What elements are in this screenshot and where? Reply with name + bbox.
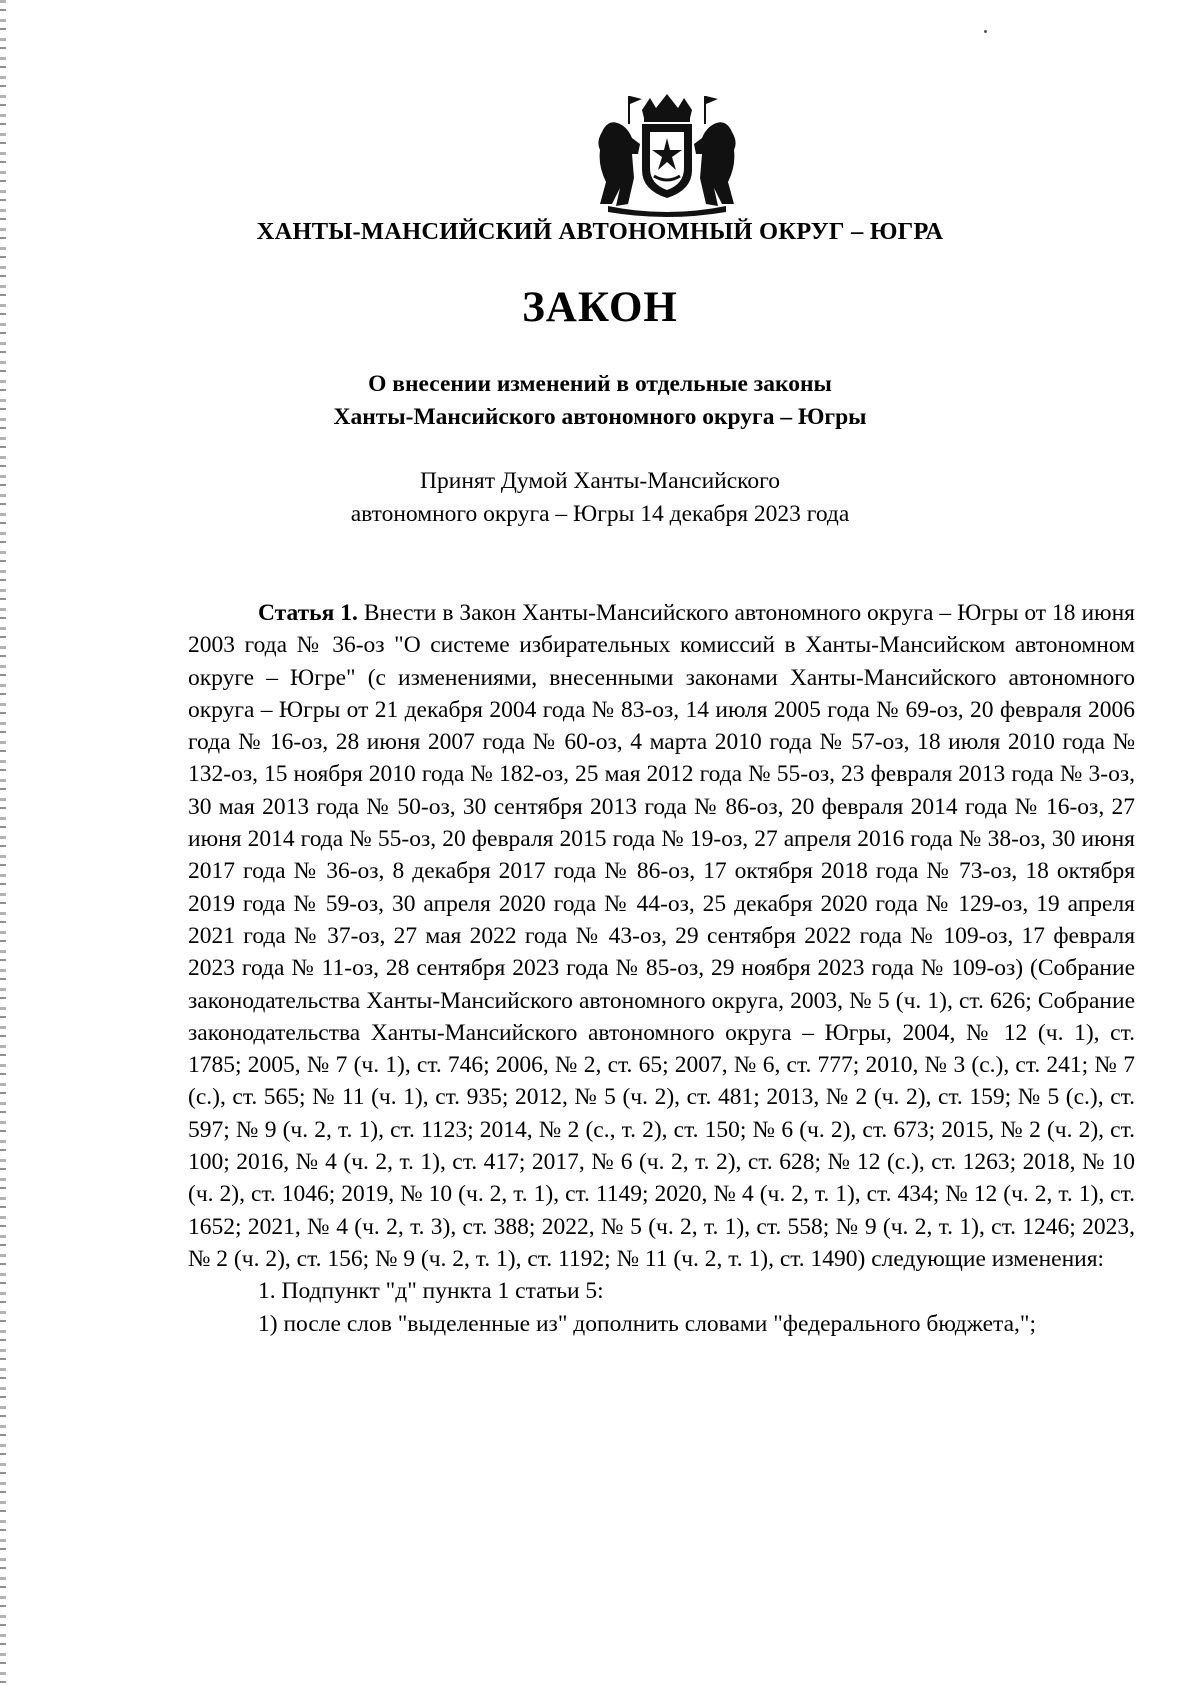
document-body: [188, 597, 1135, 1340]
scan-edge-artifact: [0, 0, 6, 1685]
article-1-label: Статья 1.: [258, 600, 358, 626]
adoption-note: [0, 465, 1200, 531]
article-1-item-1: 1. Подпункт "д" пункта 1 статьи 5:: [258, 1278, 604, 1305]
coat-of-arms-icon: [594, 92, 740, 218]
article-1-paragraph: [188, 597, 1135, 1275]
law-subtitle-line-2: Ханты-Мансийского автономного округа – Югры: [333, 404, 867, 430]
adoption-note-line-2: автономного округа – Югры 14 декабря 2023 года: [350, 501, 850, 527]
law-subtitle-line-1: О внесении изменений в отдельные законы: [368, 371, 832, 397]
article-1-text: Внести в Закон Ханты-Мансийского автономного округа – Югры от 18 июня 2003 года № 36-оз "О системе избирательных комиссий в Ханты-Мансийском автономном округе – Югре" (с изменениями, внесенными законами Ханты-Мансийского автономного округа – Югры от 21 декабря 2004 года № 83-оз, 14 июля 2005 года № 69-оз, 20 февраля 2006 года № 16-оз, 28 июня 2007 года № 60-оз, 4 марта 2010 года № 57-оз, 18 июля 2010 года № 132-оз, 15 ноября 2010 года № 182-оз, 25 мая 2012 года № 55-оз, 23 февраля 2013 года № 3-оз, 30 мая 2013 года № 50-оз, 30 сентября 2013 года № 86-оз, 20 февраля 2014 года № 16-оз, 27 июня 2014 года № 55-оз, 20 февраля 2015 года № 19-оз, 27 апреля 2016 года № 38-оз, 30 июня 2017 года № 36-оз, 8 декабря 2017 года № 86-оз, 17 октября 2018 года № 73-оз, 18 октября 2019 года № 59-оз, 30 апреля 2020 года № 44-оз, 25 декабря 2020 года № 129-оз, 19 апреля 2021 года № 37-оз, 27 мая 2022 года № 43-оз, 29 сентября 2022 года № 109-оз, 17 февраля 2023 года № 11-оз, 28 сентября 2023 года № 85-оз, 29 ноября 2023 года № 109-оз) (Собрание законодательства Ханты-Мансийского автономного округа, 2003, № 5 (ч. 1), ст. 626; Собрание законодательства Ханты-Мансийского автономного округа – Югры, 2004, № 12 (ч. 1), ст. 1785; 2005, № 7 (ч. 1), ст. 746; 2006, № 2, ст. 65; 2007, № 6, ст. 777; 2010, № 3 (с.), ст. 241; № 7 (с.), ст. 565; № 11 (ч. 1), ст. 935; 2012, № 5 (ч. 2), ст. 481; 2013, № 2 (ч. 2), ст. 159; № 5 (с.), ст. 597; № 9 (ч. 2, т. 1), ст. 1123; 2014, № 2 (с., т. 2), ст. 150; № 6 (ч. 2), ст. 673; 2015, № 2 (ч. 2), ст. 100; 2016, № 4 (ч. 2, т. 1), ст. 417; 2017, № 6 (ч. 2, т. 2), ст. 628; № 12 (с.), ст. 1263; 2018, № 10 (ч. 2), ст. 1046; 2019, № 10 (ч. 2, т. 1), ст. 1149; 2020, № 4 (ч. 2, т. 1), ст. 434; № 12 (ч. 2, т. 1), ст. 1652; 2021, № 4 (ч. 2, т. 3), ст. 388; 2022, № 5 (ч. 2, т. 1), ст. 558; № 9 (ч. 2, т. 1), ст. 1246; 2023, № 2 (ч. 2), ст. 156; № 9 (ч. 2, т. 1), ст. 1192; № 11 (ч. 2, т. 1), ст. 1490) следующие изменения:: [188, 600, 1135, 1272]
scan-dot-artifact: [984, 30, 987, 33]
article-1-item-1-subitem-1: 1) после слов "выделенные из" дополнить словами "федерального бюджета,";: [258, 1310, 1036, 1337]
adoption-note-line-1: Принят Думой Ханты-Мансийского: [420, 468, 780, 494]
region-heading: ХАНТЫ-МАНСИЙСКИЙ АВТОНОМНЫЙ ОКРУГ – ЮГРА: [256, 218, 944, 245]
law-subtitle: [0, 368, 1200, 434]
document-type-title: ЗАКОН: [522, 284, 678, 331]
